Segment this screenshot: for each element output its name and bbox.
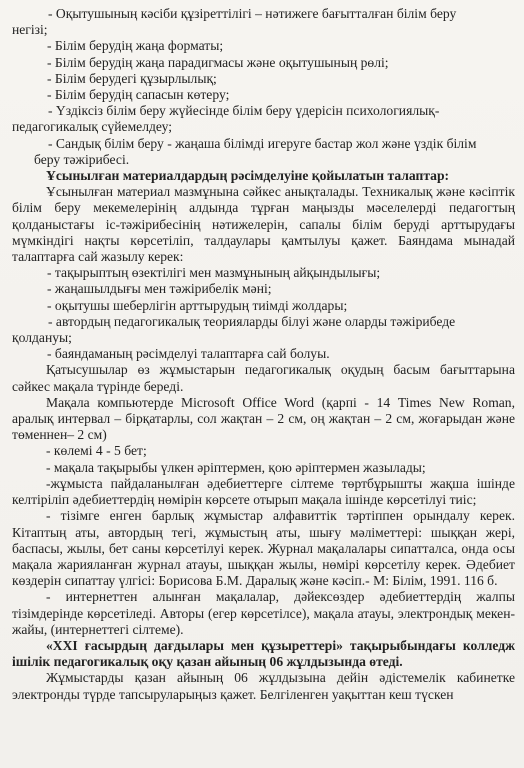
intro-item-3: - Білім берудің жаңа парадигмасы және оқытушының рөлі; [47, 54, 389, 70]
intro-item-4: - Білім берудегі құзырлылық; [47, 70, 217, 86]
article-format-paragraph: Мақала компьютерде Microsoft Office Word (қарпі - 14 Times New Roman, аралық интервал – бірқатарлы, сол жақтан – 2 см, оң жақтан – 2 см, жоғарыдан және төменнен– 2 см) [12, 394, 515, 443]
article-item-5: - интернеттен алынған мақалалар, дәйексөздер әдебиеттердің жалпы тізімдерінде көрсетіледі. Авторы (егер көрсетілсе), мақала атауы, электрондық мекен- жайы, (интернеттегі сілтеме). [12, 589, 515, 637]
report-item-4: - автордың педагогикалық теорияларды білуі және оларды тәжірибеде қолдануы; [12, 313, 456, 346]
report-item-2: - жаңашылдығы мен тәжірибелік мәні; [47, 281, 272, 297]
intro-item-7: - Сандық білім беру - жаңаша білімді игеруге бастар жол және үздік білім беру тәжірибесі. [34, 135, 477, 167]
intro-item-1: - Оқытушының кәсіби құзіреттілігі – нәтижеге бағытталған білім беру негізі; [12, 6, 457, 38]
requirements-paragraph: Ұсынылған материал мазмұнына сәйкес анықталады. Техникалық және кәсіптік білім беру мекемелерінің алдында тұрған маңызды мәселелерді педагогтың қолданыстағы іс-тәжірибесінің нәтижелерін, сапалы білім беруді арттырудағы мүмкіндігі нақты көрсетіліп, талдаулары қамтылуы қажет. Баяндама мынадай талаптарға сай жазылу керек: [12, 184, 515, 265]
submission-paragraph: Жұмыстарды қазан айының 06 жұлдызына дейін әдістемелік кабинетке электронды түрде тапсыруларыңыз қажет. Белгіленген уақыттан кеш түскен [12, 670, 515, 702]
intro-item-5: - Білім берудің сапасын көтеру; [47, 87, 230, 103]
article-item-2: - мақала тақырыбы үлкен әріптермен, қою әріптермен жазылады; [46, 459, 426, 475]
article-item-3: -жұмыста пайдаланылған әдебиеттерге сілтеме төртбұрышты жақша ішінде келтіріліп әдебиеттердің нөмірін көрсете отырып мақала ішінде көрсетілуі тиіс; [12, 475, 515, 508]
intro-list [12, 6, 515, 168]
report-requirements-list [12, 265, 515, 362]
report-item-1: - тақырыптың өзектілігі мен мазмұнының айқындылығы; [47, 265, 381, 281]
participants-paragraph: Қатысушылар өз жұмыстарын педагогикалық оқудың басым бағыттарына сәйкес мақала түрінде береді. [12, 362, 515, 394]
event-announcement: «XXI ғасырдың дағдылары мен құзыреттері» тақырыбындағы колледж ішілік педагогикалық оқу қазан айының 06 жұлдызында өтеді. [12, 637, 515, 670]
intro-item-2: - Білім берудің жаңа форматы; [47, 38, 224, 54]
article-requirements-list [12, 443, 515, 637]
report-item-3: - оқытушы шеберлігін арттырудың тиімді жолдары; [47, 297, 348, 313]
article-item-1: - көлемі 4 - 5 бет; [46, 443, 147, 459]
report-item-5: - баяндаманың рәсімделуі талаптарға сай болуы. [47, 346, 330, 362]
intro-item-6: - Үздіксіз білім беру жүйесінде білім беру үдерісін психологиялық- педагогикалық сүйемелдеу; [12, 103, 440, 135]
article-item-4: - тізімге енген барлық жұмыстар алфавиттік тәртіппен орындалу керек. Кітаптың аты, автордың тегі, жұмыстың аты, шығу мәліметтері: шыққан жері, баспасы, жылы, бет саны көрсетілуі керек. Журнал мақалалары сипатталса, онда осы мақала жарияланған журнал атауы, шыққан жылы, нөмірі көрсетілу керек. Әдебиет көздерін сипаттау үлгісі: Борисова Б.М. Даралық және кәсіп.- М: Білім, 1991. 116 б. [12, 508, 515, 589]
requirements-heading: Ұсынылған материалдардың рәсімделуіне қойылатын талаптар: [46, 168, 450, 184]
